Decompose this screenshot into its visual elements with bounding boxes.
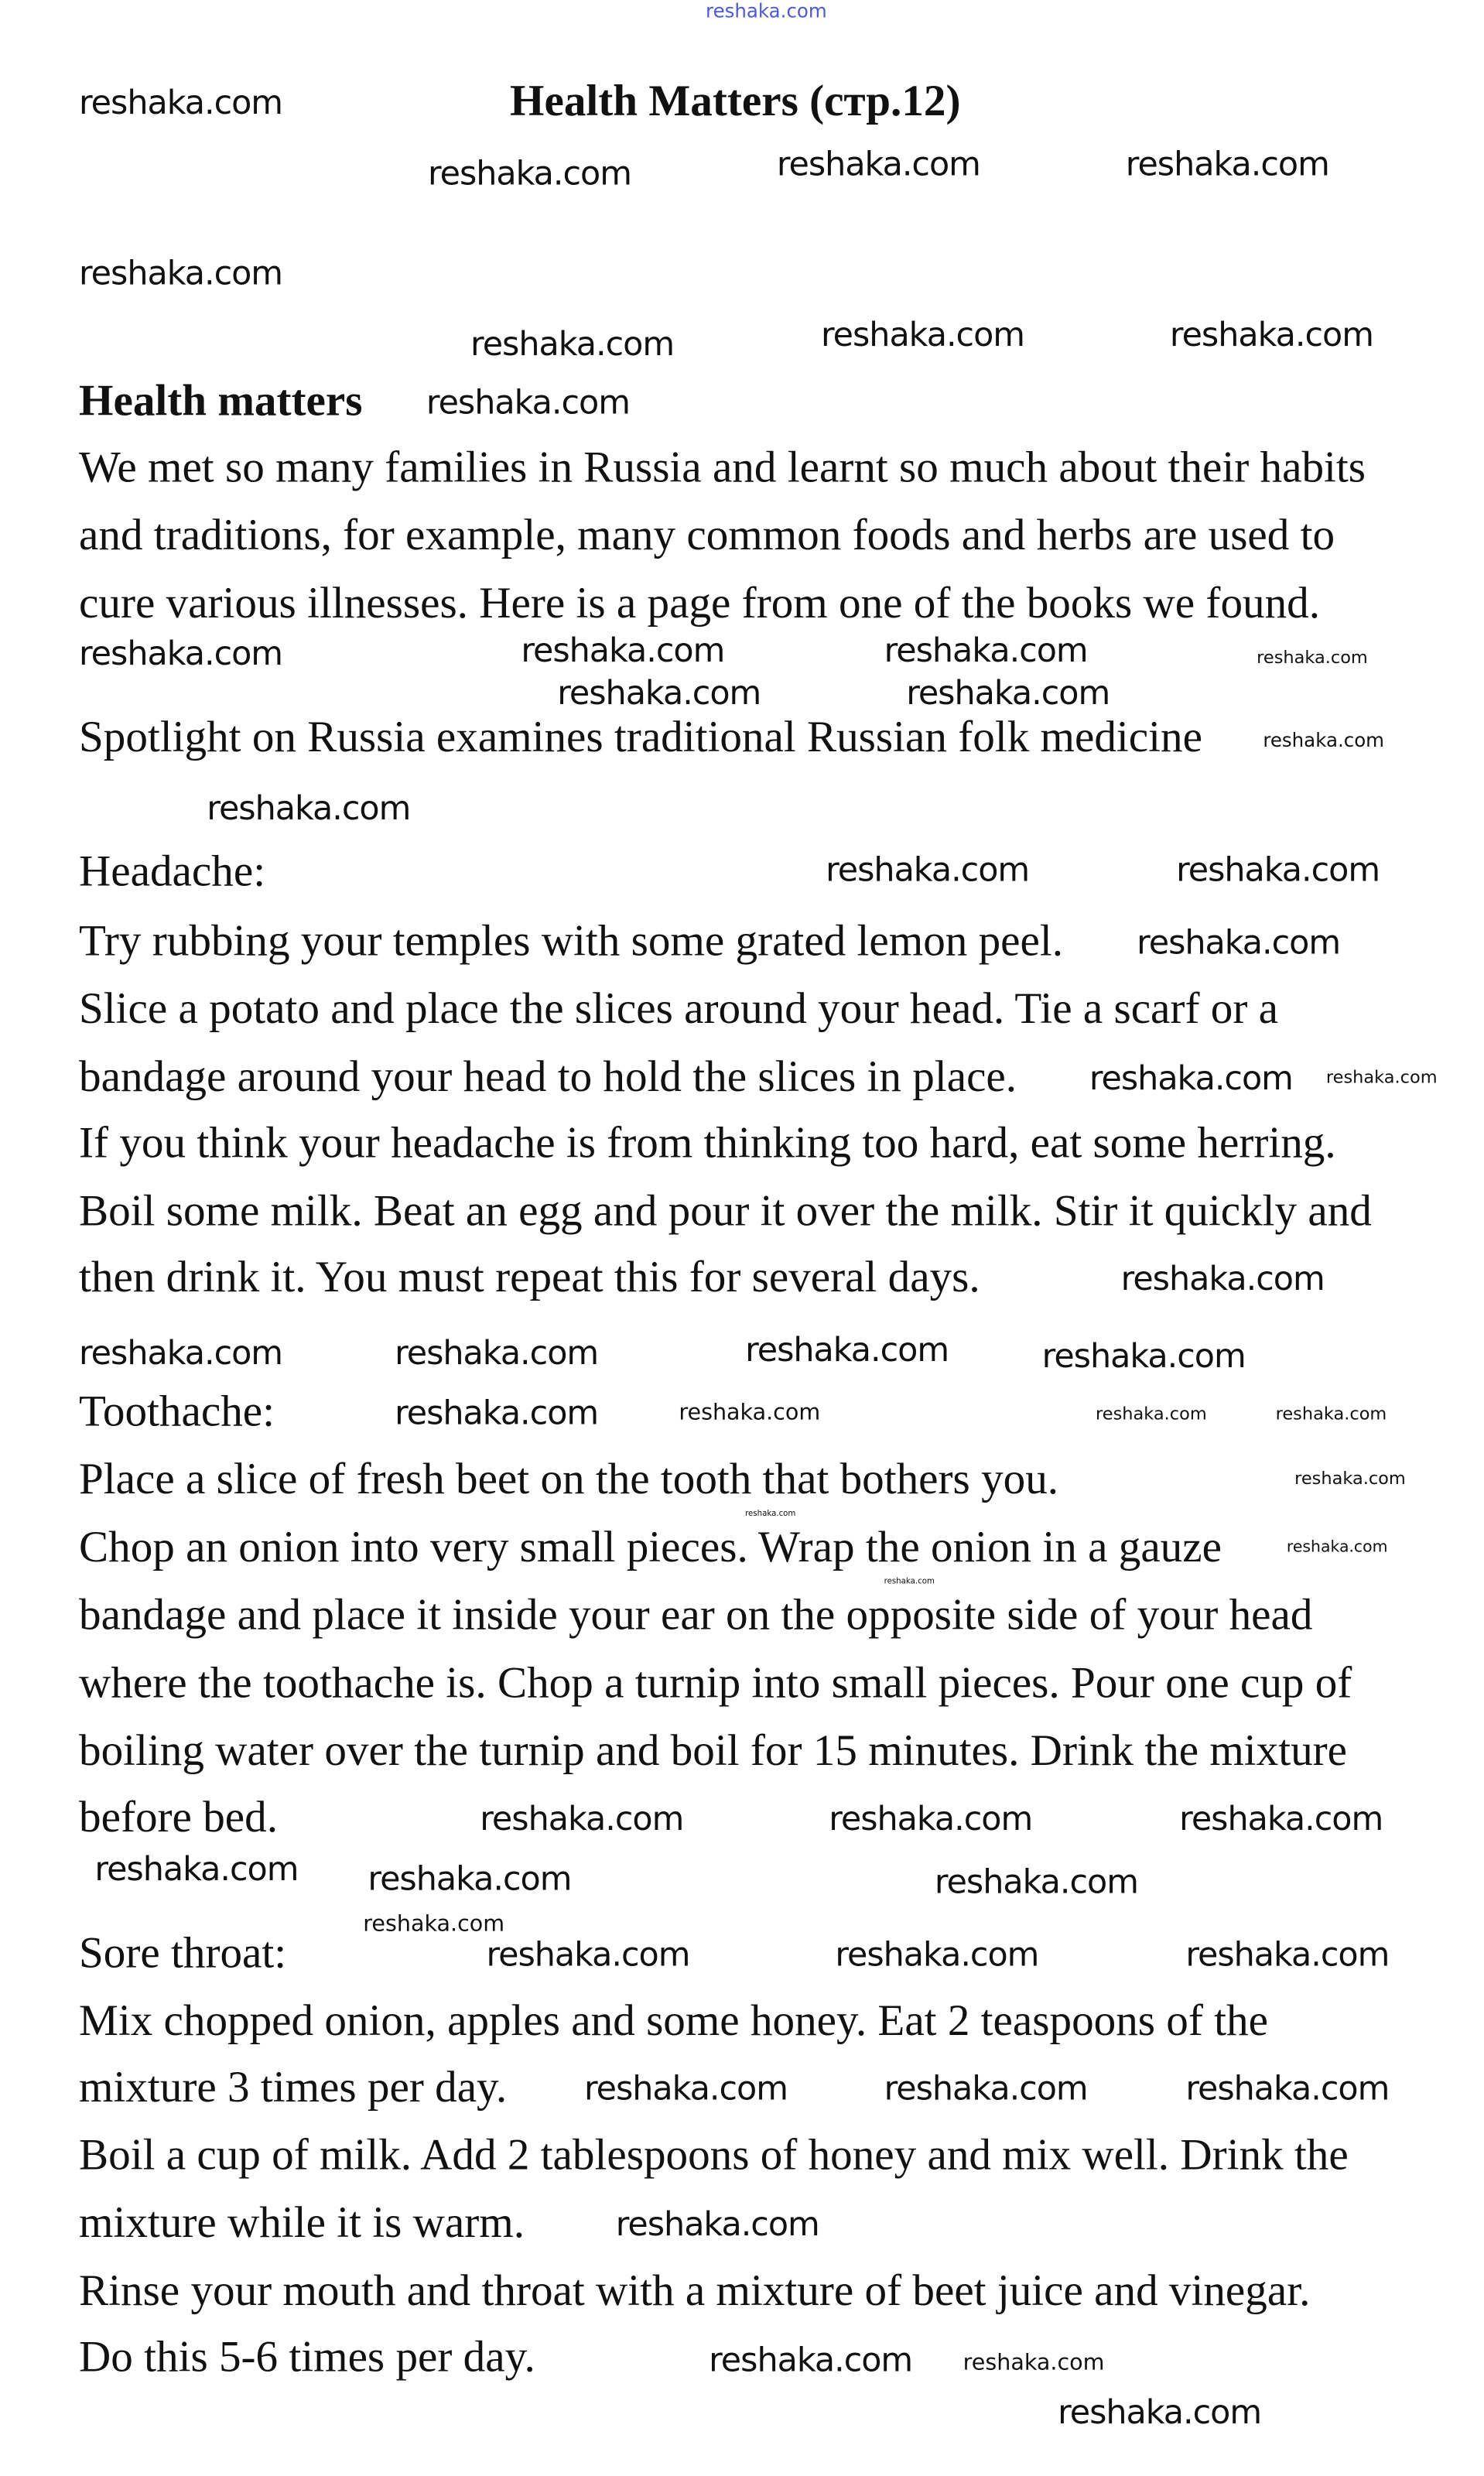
- watermark: reshaka.com: [826, 850, 1030, 889]
- watermark: reshaka.com: [745, 1331, 949, 1370]
- watermark: reshaka.com: [486, 1935, 690, 1974]
- watermark: reshaka.com: [1058, 2393, 1262, 2432]
- watermark: reshaka.com: [906, 674, 1110, 713]
- toothache-label: Toothache:: [79, 1387, 275, 1437]
- watermark: reshaka.com: [1120, 1260, 1325, 1298]
- watermark: reshaka.com: [934, 1862, 1138, 1901]
- watermark: reshaka.com: [79, 254, 283, 292]
- watermark: reshaka.com: [583, 2069, 788, 2108]
- headache-line: Boil some milk. Beat an egg and pour it over the milk. Stir it quickly and: [79, 1187, 1372, 1236]
- watermark: reshaka.com: [79, 634, 283, 673]
- sore-throat-line: Do this 5-6 times per day.: [79, 2333, 535, 2382]
- sore-throat-line: mixture 3 times per day.: [79, 2063, 508, 2113]
- watermark: reshaka.com: [1096, 1403, 1207, 1424]
- watermark: reshaka.com: [363, 1911, 505, 1937]
- watermark: reshaka.com: [829, 1800, 1033, 1838]
- page-title: Health Matters (стр.12): [510, 77, 961, 127]
- watermark: reshaka.com: [1179, 1800, 1383, 1838]
- watermark: reshaka.com: [615, 2205, 819, 2244]
- sore-throat-line: mixture while it is warm.: [79, 2199, 525, 2249]
- toothache-line: bandage and place it inside your ear on the opposite side of your head: [79, 1591, 1313, 1640]
- headache-line: bandage around your head to hold the slices in place.: [79, 1052, 1017, 1103]
- watermark: reshaka.com: [1125, 145, 1329, 183]
- headache-label: Headache:: [79, 847, 266, 897]
- watermark: reshaka.com: [79, 1334, 283, 1373]
- watermark: reshaka.com: [835, 1935, 1039, 1974]
- intro-line: and traditions, for example, many common foods and herbs are used to: [79, 511, 1335, 561]
- watermark: reshaka.com: [1185, 2069, 1390, 2108]
- watermark: reshaka.com: [426, 383, 630, 422]
- watermark: reshaka.com: [1257, 647, 1368, 669]
- watermark: reshaka.com: [963, 2351, 1105, 2376]
- watermark: reshaka.com: [1089, 1059, 1293, 1098]
- watermark: reshaka.com: [94, 1850, 299, 1889]
- watermark: reshaka.com: [679, 1400, 821, 1426]
- watermark: reshaka.com: [1169, 316, 1373, 354]
- headache-line: If you think your headache is from thinking too hard, eat some herring.: [79, 1119, 1336, 1168]
- sore-throat-label: Sore throat:: [79, 1929, 287, 1978]
- watermark: reshaka.com: [709, 2341, 913, 2379]
- watermark: reshaka.com: [470, 325, 675, 364]
- watermark: reshaka.com: [395, 1334, 599, 1373]
- watermark: reshaka.com: [884, 1577, 935, 1587]
- watermark: reshaka.com: [1286, 1539, 1388, 1557]
- watermark: reshaka.com: [1275, 1403, 1387, 1424]
- sore-throat-line: Mix chopped onion, apples and some honey. Eat 2 teaspoons of the: [79, 1997, 1268, 2047]
- sore-throat-line: Rinse your mouth and throat with a mixture of beet juice and vinegar.: [79, 2267, 1311, 2317]
- toothache-line: where the toothache is. Chop a turnip into small pieces. Pour one cup of: [79, 1659, 1352, 1708]
- watermark: reshaka.com: [1263, 729, 1385, 752]
- watermark: reshaka.com: [884, 631, 1088, 670]
- headache-line: Slice a potato and place the slices around your head. Tie a scarf or a: [79, 985, 1278, 1035]
- headache-line: then drink it. You must repeat this for several days.: [79, 1253, 980, 1303]
- watermark: reshaka.com: [480, 1800, 684, 1838]
- watermark: reshaka.com: [557, 674, 761, 713]
- watermark: reshaka.com: [1294, 1468, 1406, 1489]
- toothache-line: Place a slice of fresh beet on the tooth that bothers you.: [79, 1455, 1059, 1505]
- sore-throat-line: Boil a cup of milk. Add 2 tablespoons of honey and mix well. Drink the: [79, 2131, 1349, 2180]
- toothache-line: boiling water over the turnip and boil for 15 minutes. Drink the mixture: [79, 1727, 1348, 1777]
- intro-line: cure various illnesses. Here is a page from one of the books we found.: [79, 579, 1320, 629]
- toothache-line: Chop an onion into very small pieces. Wrap the onion in a gauze: [79, 1523, 1222, 1573]
- watermark: reshaka.com: [821, 316, 1025, 354]
- watermark: reshaka.com: [427, 154, 631, 193]
- intro-line: We met so many families in Russia and learnt so much about their habits: [79, 443, 1366, 493]
- section-heading: Health matters: [79, 377, 363, 426]
- watermark: reshaka.com: [1137, 923, 1341, 962]
- watermark: reshaka.com: [1041, 1337, 1246, 1376]
- headache-line: Try rubbing your temples with some grated lemon peel.: [79, 917, 1064, 966]
- watermark: reshaka.com: [745, 1509, 796, 1519]
- watermark: reshaka.com: [1176, 850, 1380, 889]
- watermark: reshaka.com: [368, 1859, 572, 1898]
- watermark: reshaka.com: [207, 789, 411, 828]
- watermark: reshaka.com: [395, 1394, 599, 1432]
- spotlight-line: Spotlight on Russia examines traditional Russian folk medicine: [79, 713, 1202, 763]
- toothache-line: before bed.: [79, 1793, 278, 1843]
- watermark: reshaka.com: [521, 631, 725, 670]
- watermark: reshaka.com: [1185, 1935, 1390, 1974]
- watermark: reshaka.com: [776, 145, 980, 183]
- watermark: reshaka.com: [884, 2069, 1088, 2108]
- header-link[interactable]: reshaka.com: [706, 0, 827, 22]
- watermark: reshaka.com: [1325, 1067, 1438, 1088]
- watermark: reshaka.com: [79, 84, 283, 122]
